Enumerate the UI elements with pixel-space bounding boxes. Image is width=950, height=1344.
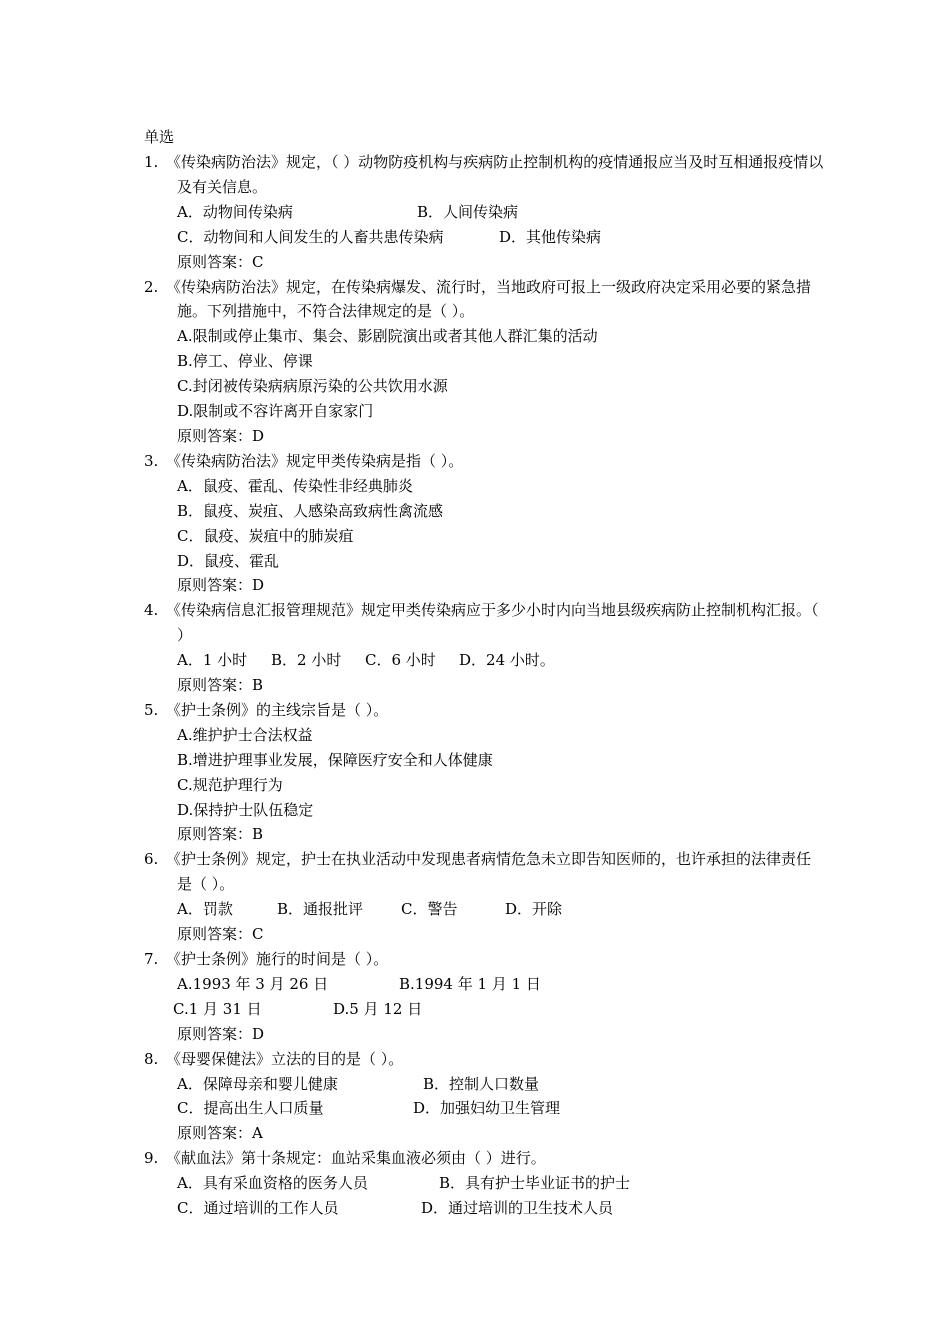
option-b: B.增进护理事业发展，保障医疗安全和人体健康	[177, 750, 493, 769]
question-stem	[144, 1146, 824, 1171]
question-text: 《护士条例》规定，护士在执业活动中发现患者病情危急未立即告知医师的，也许承担的法律责任是（ ）。	[166, 850, 812, 894]
question-text: 《护士条例》施行的时间是（ ）。	[166, 950, 389, 968]
option-b: B．具有护士毕业证书的护士	[439, 1174, 631, 1193]
question-text: 《传染病信息汇报管理规范》规定甲类传染病应于多少小时内向当地县级疾病防止控制机构汇报。（ ）	[166, 601, 819, 645]
question-7	[144, 947, 824, 1047]
option-c: C.规范护理行为	[177, 775, 283, 794]
question-number: 5.	[144, 700, 159, 719]
option-d: D．通过培训的卫生技术人员	[421, 1199, 614, 1218]
option-line	[144, 773, 824, 798]
option-b: B.停工、停业、停课	[177, 352, 313, 371]
question-number: 9.	[144, 1149, 159, 1168]
question-number: 1.	[144, 153, 159, 171]
option-line	[144, 798, 824, 823]
option-line	[144, 972, 824, 997]
section-title: 单选	[144, 128, 175, 146]
option-d: D.保持护士队伍稳定	[177, 800, 314, 819]
option-d: D.限制或不容许离开自家家门	[177, 402, 374, 421]
question-stem	[144, 698, 824, 723]
option-line	[144, 324, 824, 349]
question-number: 2.	[144, 277, 159, 296]
question-1	[144, 150, 824, 275]
question-4	[144, 598, 824, 698]
option-line	[144, 549, 824, 574]
option-a: A.维护护士合法权益	[177, 725, 313, 744]
standard-answer: 原则答案：B	[177, 825, 264, 844]
option-a: A．1 小时	[177, 651, 248, 670]
standard-answer: 原则答案：D	[177, 1024, 265, 1043]
option-b: B.1994 年 1 月 1 日	[399, 974, 541, 993]
option-line	[144, 1171, 824, 1196]
question-9	[144, 1146, 824, 1221]
standard-answer: 原则答案：D	[177, 426, 265, 445]
option-b: B．通报批评	[277, 900, 364, 919]
option-c: C．提高出生人口质量	[177, 1099, 324, 1118]
option-line	[144, 474, 824, 499]
option-a: A.1993 年 3 月 26 日	[177, 974, 329, 993]
question-number: 8.	[144, 1049, 159, 1068]
standard-answer: 原则答案：D	[177, 576, 265, 595]
option-d: D．鼠疫、霍乱	[177, 551, 280, 570]
option-b: B．人间传染病	[417, 202, 519, 221]
standard-answer: 原则答案：C	[177, 925, 264, 944]
option-d: D．24 小时。	[459, 651, 555, 670]
option-d: D．其他传染病	[499, 227, 602, 246]
option-line	[144, 1096, 824, 1121]
question-stem	[144, 1047, 824, 1072]
question-2	[144, 275, 824, 449]
standard-answer: 原则答案：C	[177, 252, 264, 271]
question-stem	[144, 449, 824, 474]
option-line	[144, 1072, 824, 1097]
question-number: 4.	[144, 601, 159, 620]
option-c: C．警告	[401, 900, 458, 919]
option-b: B．控制人口数量	[423, 1074, 540, 1093]
option-line	[144, 499, 824, 524]
option-d: D.5 月 12 日	[333, 999, 423, 1018]
option-line	[144, 897, 824, 922]
question-5	[144, 698, 824, 847]
question-3	[144, 449, 824, 598]
standard-answer: 原则答案：A	[177, 1124, 263, 1143]
option-line	[144, 1196, 824, 1221]
question-text: 《传染病防治法》规定甲类传染病是指（ ）。	[166, 451, 464, 470]
option-c: C.1 月 31 日	[173, 999, 262, 1018]
option-a: A．鼠疫、霍乱、传染性非经典肺炎	[177, 476, 413, 495]
standard-answer: 原则答案：B	[177, 676, 264, 695]
option-a: A．动物间传染病	[177, 202, 293, 221]
option-line	[144, 997, 824, 1022]
question-6	[144, 847, 824, 947]
option-c: C．动物间和人间发生的人畜共患传染病	[177, 227, 444, 246]
option-line	[144, 200, 824, 225]
option-a: A．罚款	[177, 900, 233, 919]
question-text: 《传染病防治法》规定，在传染病爆发、流行时，当地政府可报上一级政府决定采用必要的紧急措施。下列措施中，不符合法律规定的是（ ）。	[166, 277, 812, 321]
option-line	[144, 349, 824, 374]
option-line	[144, 374, 824, 399]
option-b: B．2 小时	[271, 651, 342, 670]
question-stem	[144, 598, 824, 648]
question-text: 《护士条例》的主线宗旨是（ ）。	[166, 700, 389, 719]
option-d: D．加强妇幼卫生管理	[413, 1099, 561, 1118]
option-a: A.限制或停止集市、集会、影剧院演出或者其他人群汇集的活动	[177, 327, 598, 346]
option-a: A．具有采血资格的医务人员	[177, 1174, 368, 1193]
question-text: 《母婴保健法》立法的目的是（ ）。	[166, 1049, 404, 1068]
question-text: 《传染病防治法》规定，（ ）动物防疫机构与疾病防止控制机构的疫情通报应当及时互相通报疫情以及有关信息。	[166, 153, 824, 196]
question-stem	[144, 847, 824, 897]
option-b: B．鼠疫、炭疽、人感染高致病性禽流感	[177, 501, 444, 520]
question-list	[144, 150, 824, 1221]
option-d: D．开除	[505, 900, 563, 919]
question-number: 3.	[144, 451, 159, 470]
option-line	[144, 399, 824, 424]
option-a: A．保障母亲和婴儿健康	[177, 1074, 338, 1093]
option-c: C．鼠疫、炭疽中的肺炭疽	[177, 526, 354, 545]
question-text: 《献血法》第十条规定：血站采集血液必须由（ ）进行。	[166, 1149, 546, 1168]
option-line	[144, 748, 824, 773]
option-line	[144, 648, 824, 673]
question-number: 6.	[144, 850, 159, 869]
option-line	[144, 225, 824, 250]
question-stem	[144, 150, 824, 200]
option-c: C．通过培训的工作人员	[177, 1199, 339, 1218]
question-stem	[144, 275, 824, 325]
question-stem	[144, 947, 824, 972]
option-c: C．6 小时	[365, 651, 436, 670]
question-8	[144, 1047, 824, 1147]
option-line	[144, 524, 824, 549]
question-number: 7.	[144, 950, 159, 968]
option-line	[144, 723, 824, 748]
option-c: C.封闭被传染病病原污染的公共饮用水源	[177, 377, 448, 396]
